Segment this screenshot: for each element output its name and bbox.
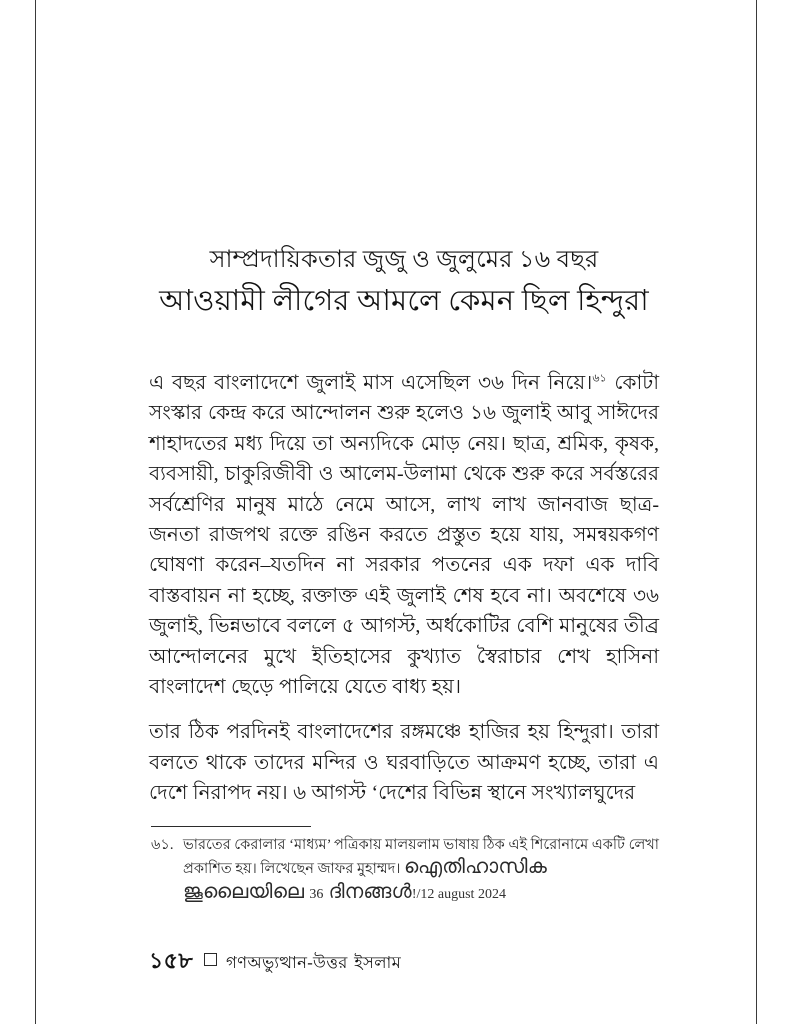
page-footer: [149, 944, 659, 981]
footnote-separator-rule: [151, 826, 311, 827]
footnote-text-malayalam-part2: ദിനങ്ങൾ: [323, 880, 412, 903]
paragraph-1-text-after-footnote-marker: কোটা সংস্কার কেন্দ্র করে আন্দোলন শুরু হলেও ১৬ জুলাই আবু সাঈদের শাহাদতের মধ্য দিয়ে তা অন্যদিকে মোড় নেয়। ছাত্র, শ্রমিক, কৃষক, ব্যবসায়ী, চাকুরিজীবী ও আলেম-উলামা থেকে শুরু করে সর্বস্তরের সর্বশ্রেণির মানুষ মাঠে নেমে আসে, লাখ লাখ জানবাজ ছাত্র-জনতা রাজপথ রক্তে রঙিন করতে প্রস্তুত হয়ে যায়, সমন্বয়কগণ ঘোষণা করেন–যতদিন না সরকার পতনের এক দফা এক দাবি বাস্তবায়ন না হচ্ছে, রক্তাক্ত এই জুলাই শেষ হবে না। অবশেষে ৩৬ জুলাই, ভিন্নভাবে বললে ৫ আগস্ট, অর্ধকোটির বেশি মানুষের তীব্র আন্দোলনের মুখে ইতিহাসের কুখ্যাত স্বৈরাচার শেখ হাসিনা বাংলাদেশ ছেড়ে পালিয়ে যেতে বাধ্য হয়।: [149, 371, 659, 699]
page-content-column: [149, 0, 659, 906]
footnote-separator-text: !/: [411, 886, 421, 902]
footnote-text-malayalam-part1: ഐതിഹാസിക ജൂലൈയിലെ: [183, 856, 547, 903]
footnote-number: ৬১.: [151, 836, 174, 853]
paragraph-2: তার ঠিক পরদিনই বাংলাদেশের রঙ্গমঞ্চে হাজির হয় হিন্দুরা। তারা বলতে থাকে তাদের মন্দির ও ঘরবাড়িতে আক্রমণ হচ্ছে, তারা এ দেশে নিরাপদ নয়। ৬ আগস্ট ‘দেশের বিভিন্ন স্থানে সংখ্যালঘুদের: [149, 721, 659, 805]
footnote-reference-marker[interactable]: ৬১: [592, 372, 607, 385]
chapter-subtitle: সাম্প্রদায়িকতার জুজু ও জুলুমের ১৬ বছর: [209, 247, 599, 273]
footnote-text-malayalam-number: 36: [309, 886, 324, 902]
running-book-title: গণঅভ্যুত্থান-উত্তর ইসলাম: [226, 953, 402, 972]
footnote-entry: [149, 834, 659, 907]
body-text: [149, 368, 659, 809]
footnote-area: [149, 826, 659, 907]
paragraph-1: [149, 368, 659, 702]
footnote-body: [183, 834, 659, 907]
chapter-title: আওয়ামী লীগের আমলে কেমন ছিল হিন্দুরা: [159, 284, 649, 317]
square-bullet-icon: [204, 953, 217, 966]
book-page: [35, 0, 757, 1024]
footnote-date: 12 august 2024: [420, 886, 506, 902]
page-number: ১৫৮: [149, 948, 194, 973]
chapter-title-block: [149, 245, 659, 320]
footnote-text-bengali: ভারতের কেরালার ‘মাধ্যম’ পত্রিকায় মালয়লাম ভাষায় ঠিক এই শিরোনামে একটি লেখা প্রকাশিত হয়। লিখেছেন জাফর মুহাম্মদ।: [183, 836, 660, 878]
paragraph-1-text-before-footnote-marker: এ বছর বাংলাদেশে জুলাই মাস এসেছিল ৩৬ দিন নিয়ে।: [149, 371, 593, 394]
